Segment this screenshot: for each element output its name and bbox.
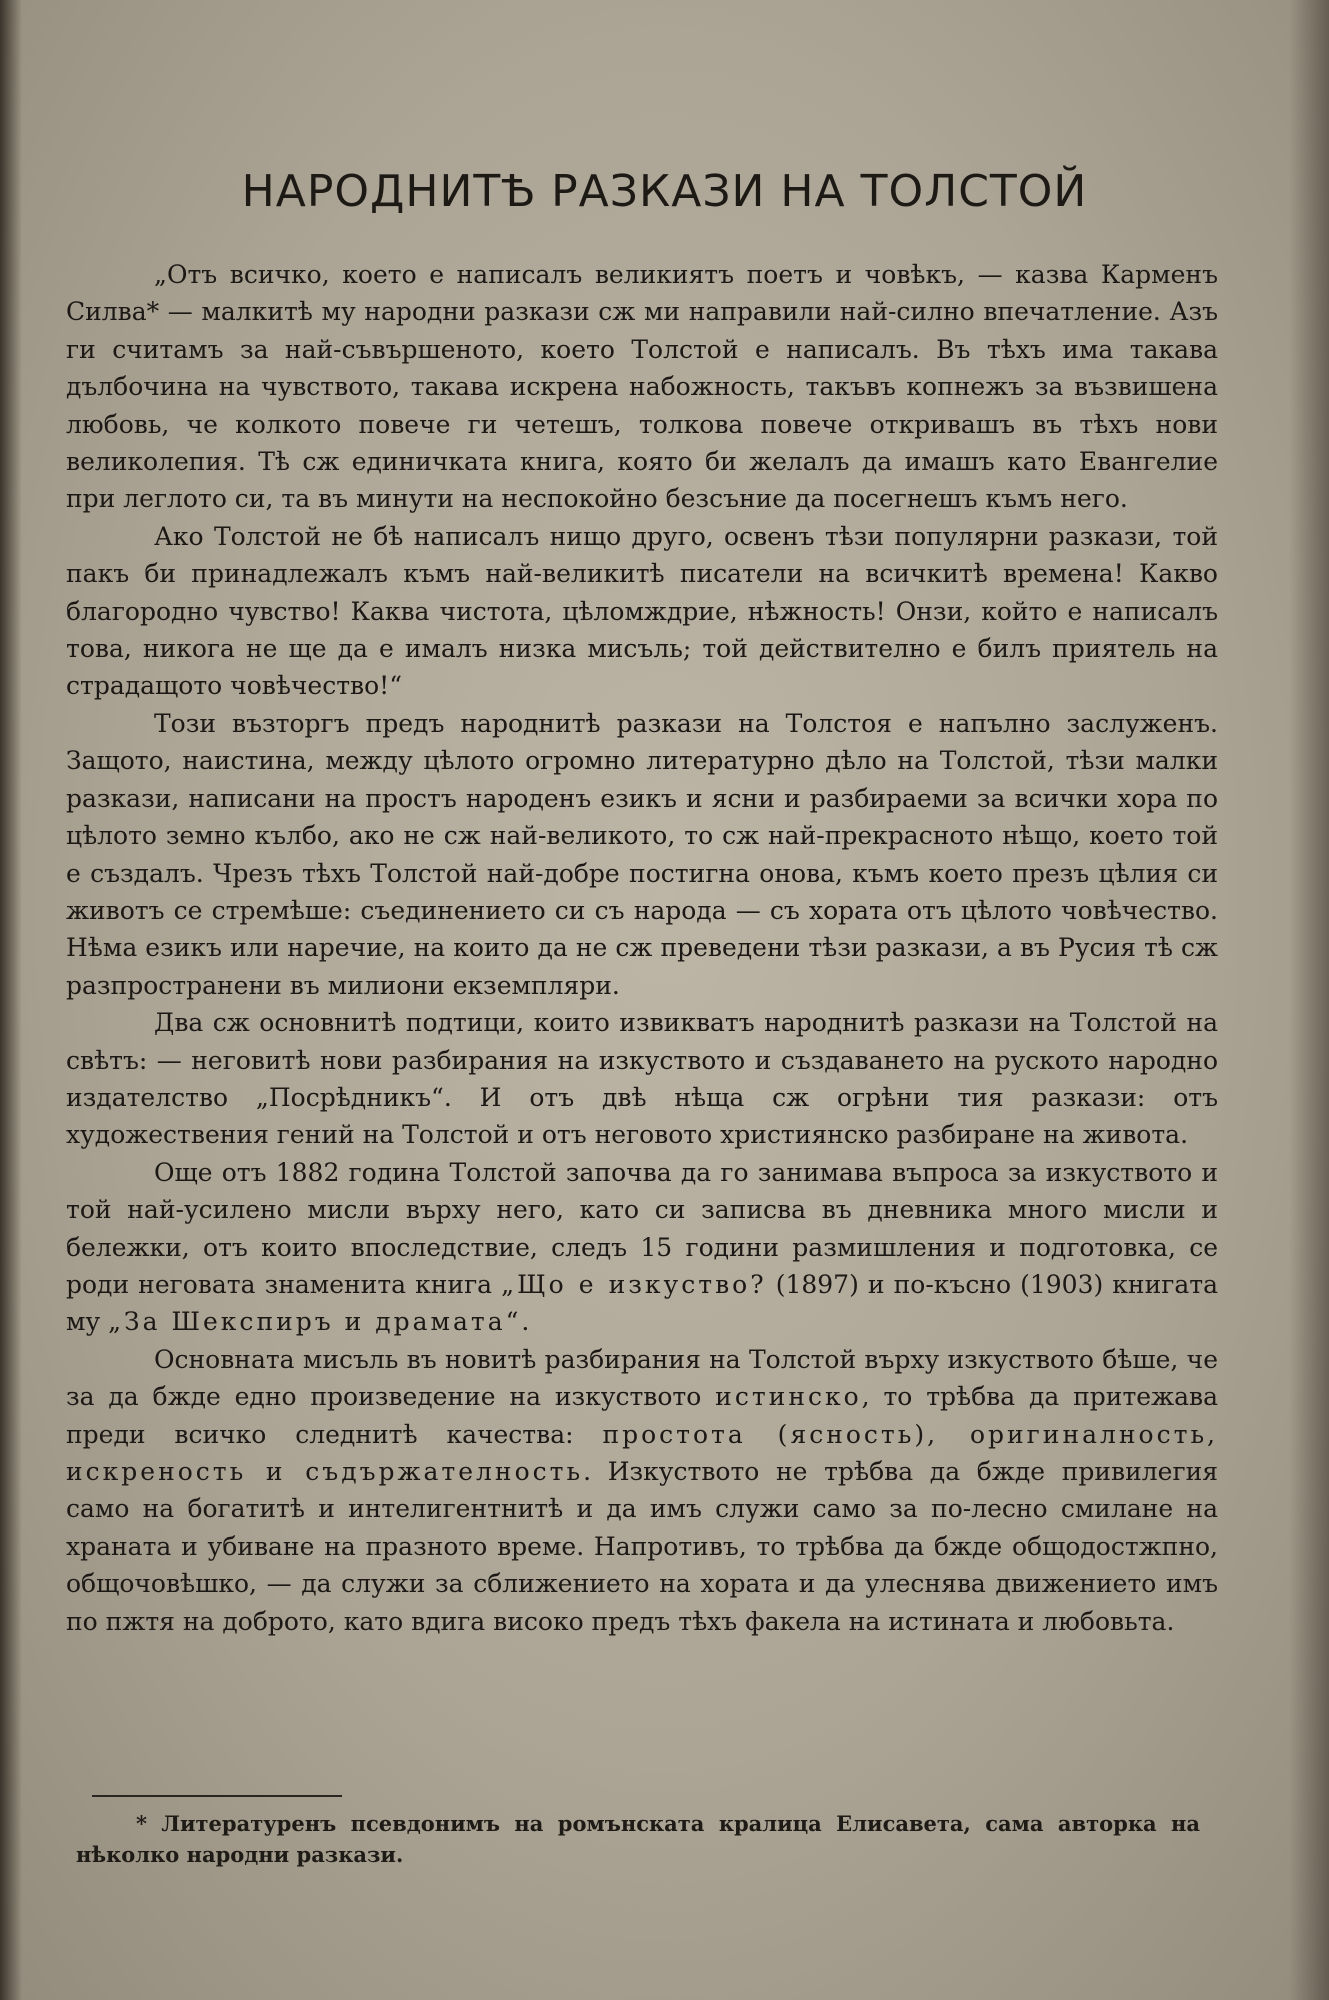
paragraph-1: „Отъ всичко, което е написалъ великиятъ поетъ и човѣкъ, — казва Карменъ Силва* — малкитѣ му народни разкази сж ми направили най-силно впечатление. Азъ ги считамъ за най-съвършеното, което Толстой е написалъ. Въ тѣхъ има такава дълбочина на чувството, такава искрена набожность, такъвъ копнежъ за възвишена любовь, че колкото повече ги четешъ, толкова повече откривашъ въ тѣхъ нови великолепия. Тѣ сж единичката книга, която би желалъ да имашъ като Евангелие при леглото си, та въ минути на неспокойно безсъние да посегнешъ къмъ него. [66, 260, 1218, 514]
emphasis-qualities: простота (ясность), оригиналность, искреность и съдържателность [66, 1419, 1218, 1486]
paragraph-3: Този възторгъ предъ народнитѣ разкази на Толстоя е напълно заслуженъ. Защото, наистина, между цѣлото огромно литературно дѣло на Толстой, тѣзи малки разкази, написани на простъ народенъ езикъ и ясни и разбираеми за всички хора по цѣлото земно кълбо, ако не сж най-великото, то сж най-прекрасното нѣщо, което той е създалъ. Чрезъ тѣхъ Толстой най-добре постигна онова, къмъ което презъ цѣлия си животъ се стремѣше: съединението си съ народа — съ хората отъ цѣлото човѣчество. Нѣма езикъ или наречие, на които да не сж преведени тѣзи разкази, а въ Русия тѣ сж разпространени въ милиони екземпляри. [66, 708, 1218, 1000]
paragraph-4: Два сж основнитѣ подтици, които извикватъ народнитѣ разкази на Толстой на свѣтъ: — неговитѣ нови разбирания на изкуството и създаването на руското народно издателство „Посрѣдникъ“. И отъ двѣ нѣща сж огрѣни тия разкази: отъ художествения гений на Толстой и отъ неговото християнско разбиране на живота. [66, 1008, 1218, 1150]
paragraph-5-text-c: . [521, 1307, 530, 1337]
paragraph-2: Ако Толстой не бѣ написалъ нищо друго, освенъ тѣзи популярни разкази, той пакъ би принадлежалъ къмъ най-великитѣ писатели на всичкитѣ времена! Какво благородно чувство! Каква чистота, цѣломждрие, нѣжность! Онзи, който е написалъ това, никога не ще да е ималъ низка мисъль; той действително е билъ приятель на страдащото човѣчество!“ [66, 521, 1218, 701]
emphasis-genuine: истинско [715, 1382, 862, 1412]
footnote: * Литературенъ псевдонимъ на ромънската кралица Елисавета, сама авторка на нѣколко народни разкази. [76, 1811, 1200, 1867]
paragraph-6-text-b: , то трѣбва да притежава преди всичко следнитѣ качества: [66, 1382, 1218, 1449]
page-title: НАРОДНИТѢ РАЗКАЗИ НА ТОЛСТОЙ [241, 166, 1088, 217]
footnote-divider [92, 1795, 342, 1797]
paragraph-5-text-a: Още отъ 1882 година Толстой започва да го занимава въпроса за изкуството и той най-усилено мисли върху него, като си записва въ дневника много мисли и бележки, отъ които впоследствие, следъ 15 години размишления и подготовка, се роди неговата знаменита книга [66, 1157, 1218, 1299]
book-title-what-is-art: „Що е изкуство? [501, 1269, 767, 1299]
paragraph-6 [66, 1341, 1218, 1640]
book-title-shakespeare: „За Шекспиръ и драмата“ [108, 1307, 522, 1337]
paragraph-5 [66, 1154, 1218, 1341]
paragraph-5-text-b: (1897) и по-късно (1903) книгата му [66, 1269, 1218, 1337]
paragraph-6-text-c: . Изкуството не трѣбва да бжде привилегия само на богатитѣ и интелигентнитѣ и да имъ служи само за по-лесно смилане на храната и убиване на празното време. Напротивъ, то трѣбва да бжде общодостжпно, общочовѣшко, — да служи за сближението на хората и да улеснява движението имъ по пжтя на доброто, като вдига високо предъ тѣхъ факела на истината и любовьта. [66, 1457, 1219, 1636]
article-body [66, 256, 1218, 1640]
paragraph-6-text-a: Основната мисъль въ новитѣ разбирания на Толстой върху изкуството бѣше, че за да бжде едно произведение на изкуството [66, 1344, 1218, 1412]
